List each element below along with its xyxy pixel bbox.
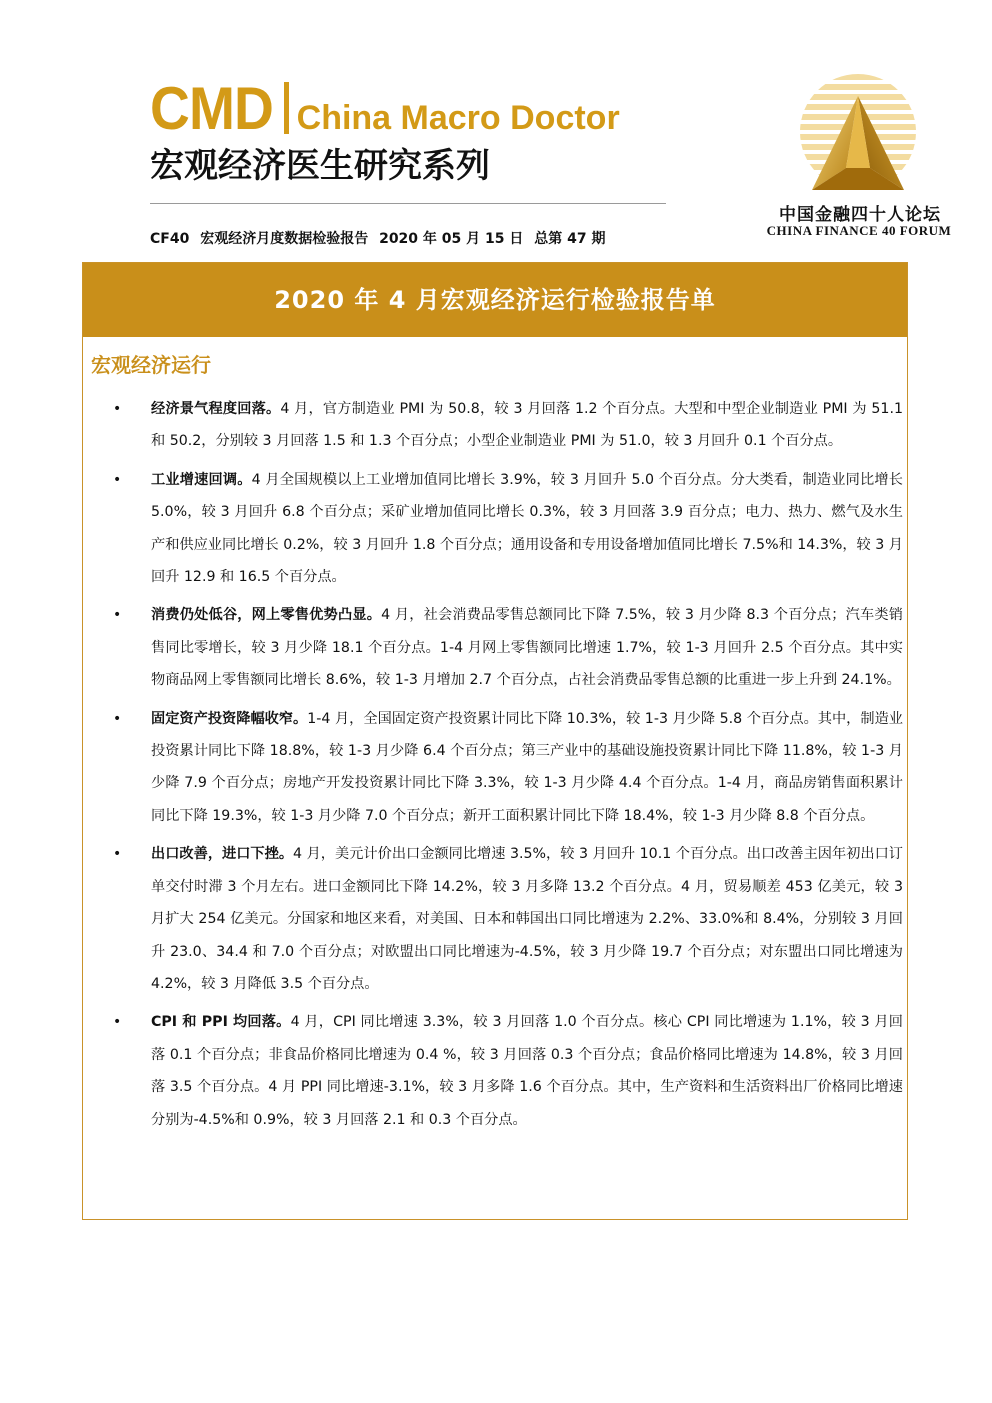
item-text: 4 月，CPI 同比增速 3.3%，较 3 月回落 1.0 个百分点。核心 CPI 同比增速为 1.1%，较 3 月回落 0.1 个百分点；非食品价格同比增速为 0.4 %，较 3 月回落 0.3 个百分点；食品价格同比增速为 14.8%，较 3 月回落 3.5 个百分点。4 月 PPI 同比增速-3.1%，较 3 月多降 1.6 个百分点。其中，生产资料和生活资料出厂价格同比增速分别为-4.5%和 0.9%，较 3 月回落 2.1 和 0.3 个百分点。 [151, 1014, 903, 1128]
brand-abbr: CMD [150, 75, 273, 142]
bullet: • [113, 401, 122, 417]
cf40-logo [752, 70, 962, 250]
item-lead: 消费仍处低谷，网上零售优势凸显。 [151, 607, 382, 624]
header-divider [150, 203, 666, 204]
item-text: 4 月全国规模以上工业增加值同比增长 3.9%，较 3 月回升 5.0 个百分点。分大类看，制造业同比增长 5.0%，较 3 月回升 6.8 个百分点；采矿业增加值同比增长 0.3%，较 3 月回落 3.9 百分点；电力、热力、燃气及水生产和供应业同比增长 0.2%，较 3 月回升 1.8 个百分点；通用设备和专用设备增加值同比增长 7.5%和 14.3%，较 3 月回升 12.9 和 16.5 个百分点。 [151, 471, 903, 586]
report-info-line [150, 228, 612, 248]
masthead [150, 70, 670, 188]
item-lead: 工业增速回调。 [151, 471, 252, 488]
item-text: 1-4 月，全国固定资产投资累计同比下降 10.3%，较 1-3 月少降 5.8 个百分点。其中，制造业投资累计同比下降 18.8%，较 1-3 月少降 6.4 个百分点；第三产业中的基础设施投资累计同比下降 11.8%，较 1-3 月少降 7.9 个百分点；房地产开发投资累计同比下降 3.3%，较 1-3 月少降 4.4 个百分点。1-4 月，商品房销售面积累计同比下降 19.3%，较 1-3 月少降 7.0 个百分点；新开工面积累计同比下降 18.4%，较 1-3 月少降 8.8 个百分点。 [151, 710, 903, 824]
list-item [113, 1006, 903, 1136]
section-title: 宏观经济运行 [91, 353, 211, 377]
list-item [113, 599, 903, 696]
brand-row [150, 70, 670, 140]
bullet: • [113, 607, 122, 624]
brand-name: China Macro Doctor [296, 99, 620, 137]
brand-divider [284, 82, 289, 134]
panel-title: 2020 年 4 月宏观经济运行检验报告单 [83, 263, 907, 337]
brand-series: 宏观经济医生研究系列 [150, 146, 490, 186]
report-name: 宏观经济月度数据检验报告 [200, 231, 369, 247]
list-item [113, 703, 903, 833]
bullet: • [113, 471, 122, 488]
list-item [113, 838, 903, 1000]
item-lead: 经济景气程度回落。 [151, 401, 281, 417]
item-lead: CPI 和 PPI 均回落。 [151, 1014, 291, 1031]
list-item [113, 393, 903, 458]
bullet: • [113, 710, 122, 727]
logo-name-cn: 中国金融四十人论坛 [779, 205, 941, 225]
findings-list [113, 393, 903, 1142]
report-code: CF40 [150, 231, 190, 247]
item-lead: 出口改善，进口下挫。 [151, 846, 294, 863]
report-date: 2020 年 05 月 15 日 [379, 231, 524, 247]
item-text: 4 月，社会消费品零售总额同比下降 7.5%，较 3 月少降 8.3 个百分点；汽车类销售同比零增长，较 3 月少降 18.1 个百分点。1-4 月网上零售额同比增速 1.7%，较 1-3 月回升 2.5 个百分点。其中实物商品网上零售额同比增长 8.6%，较 1-3 月增加 2.7 个百分点，占社会消费品零售总额的比重进一步上升到 24.1%。 [151, 607, 903, 689]
item-text: 4 月，美元计价出口金额同比增速 3.5%，较 3 月回升 10.1 个百分点。出口改善主因年初出口订单交付时滞 3 个月左右。进口金额同比下降 14.2%，较 3 月多降 13.2 个百分点。4 月，贸易顺差 453 亿美元，较 3 月扩大 254 亿美元。分国家和地区来看，对美国、日本和韩国出口同比增速为 2.2%、33.0%和 8.4%，分别较 3 月回升 23.0、34.4 和 7.0 个百分点；对欧盟出口同比增速为-4.5%，较 3 月少降 19.7 个百分点；对东盟出口同比增速为 4.2%，较 3 月降低 3.5 个百分点。 [151, 846, 903, 992]
report-issue: 总第 47 期 [534, 231, 606, 247]
bullet: • [113, 846, 122, 863]
report-panel [82, 262, 908, 1220]
item-text: 4 月，官方制造业 PMI 为 50.8，较 3 月回落 1.2 个百分点。大型和中型企业制造业 PMI 为 51.1 和 50.2，分别较 3 月回落 1.5 和 1.3 个百分点；小型企业制造业 PMI 为 51.0，较 3 月回升 0.1 个百分点。 [151, 401, 903, 450]
cf40-pyramid-logo-icon [798, 72, 918, 196]
bullet: • [113, 1014, 122, 1031]
list-item [113, 464, 903, 594]
item-lead: 固定资产投资降幅收窄。 [151, 710, 308, 727]
logo-name-en: CHINA FINANCE 40 FORUM [766, 223, 952, 238]
